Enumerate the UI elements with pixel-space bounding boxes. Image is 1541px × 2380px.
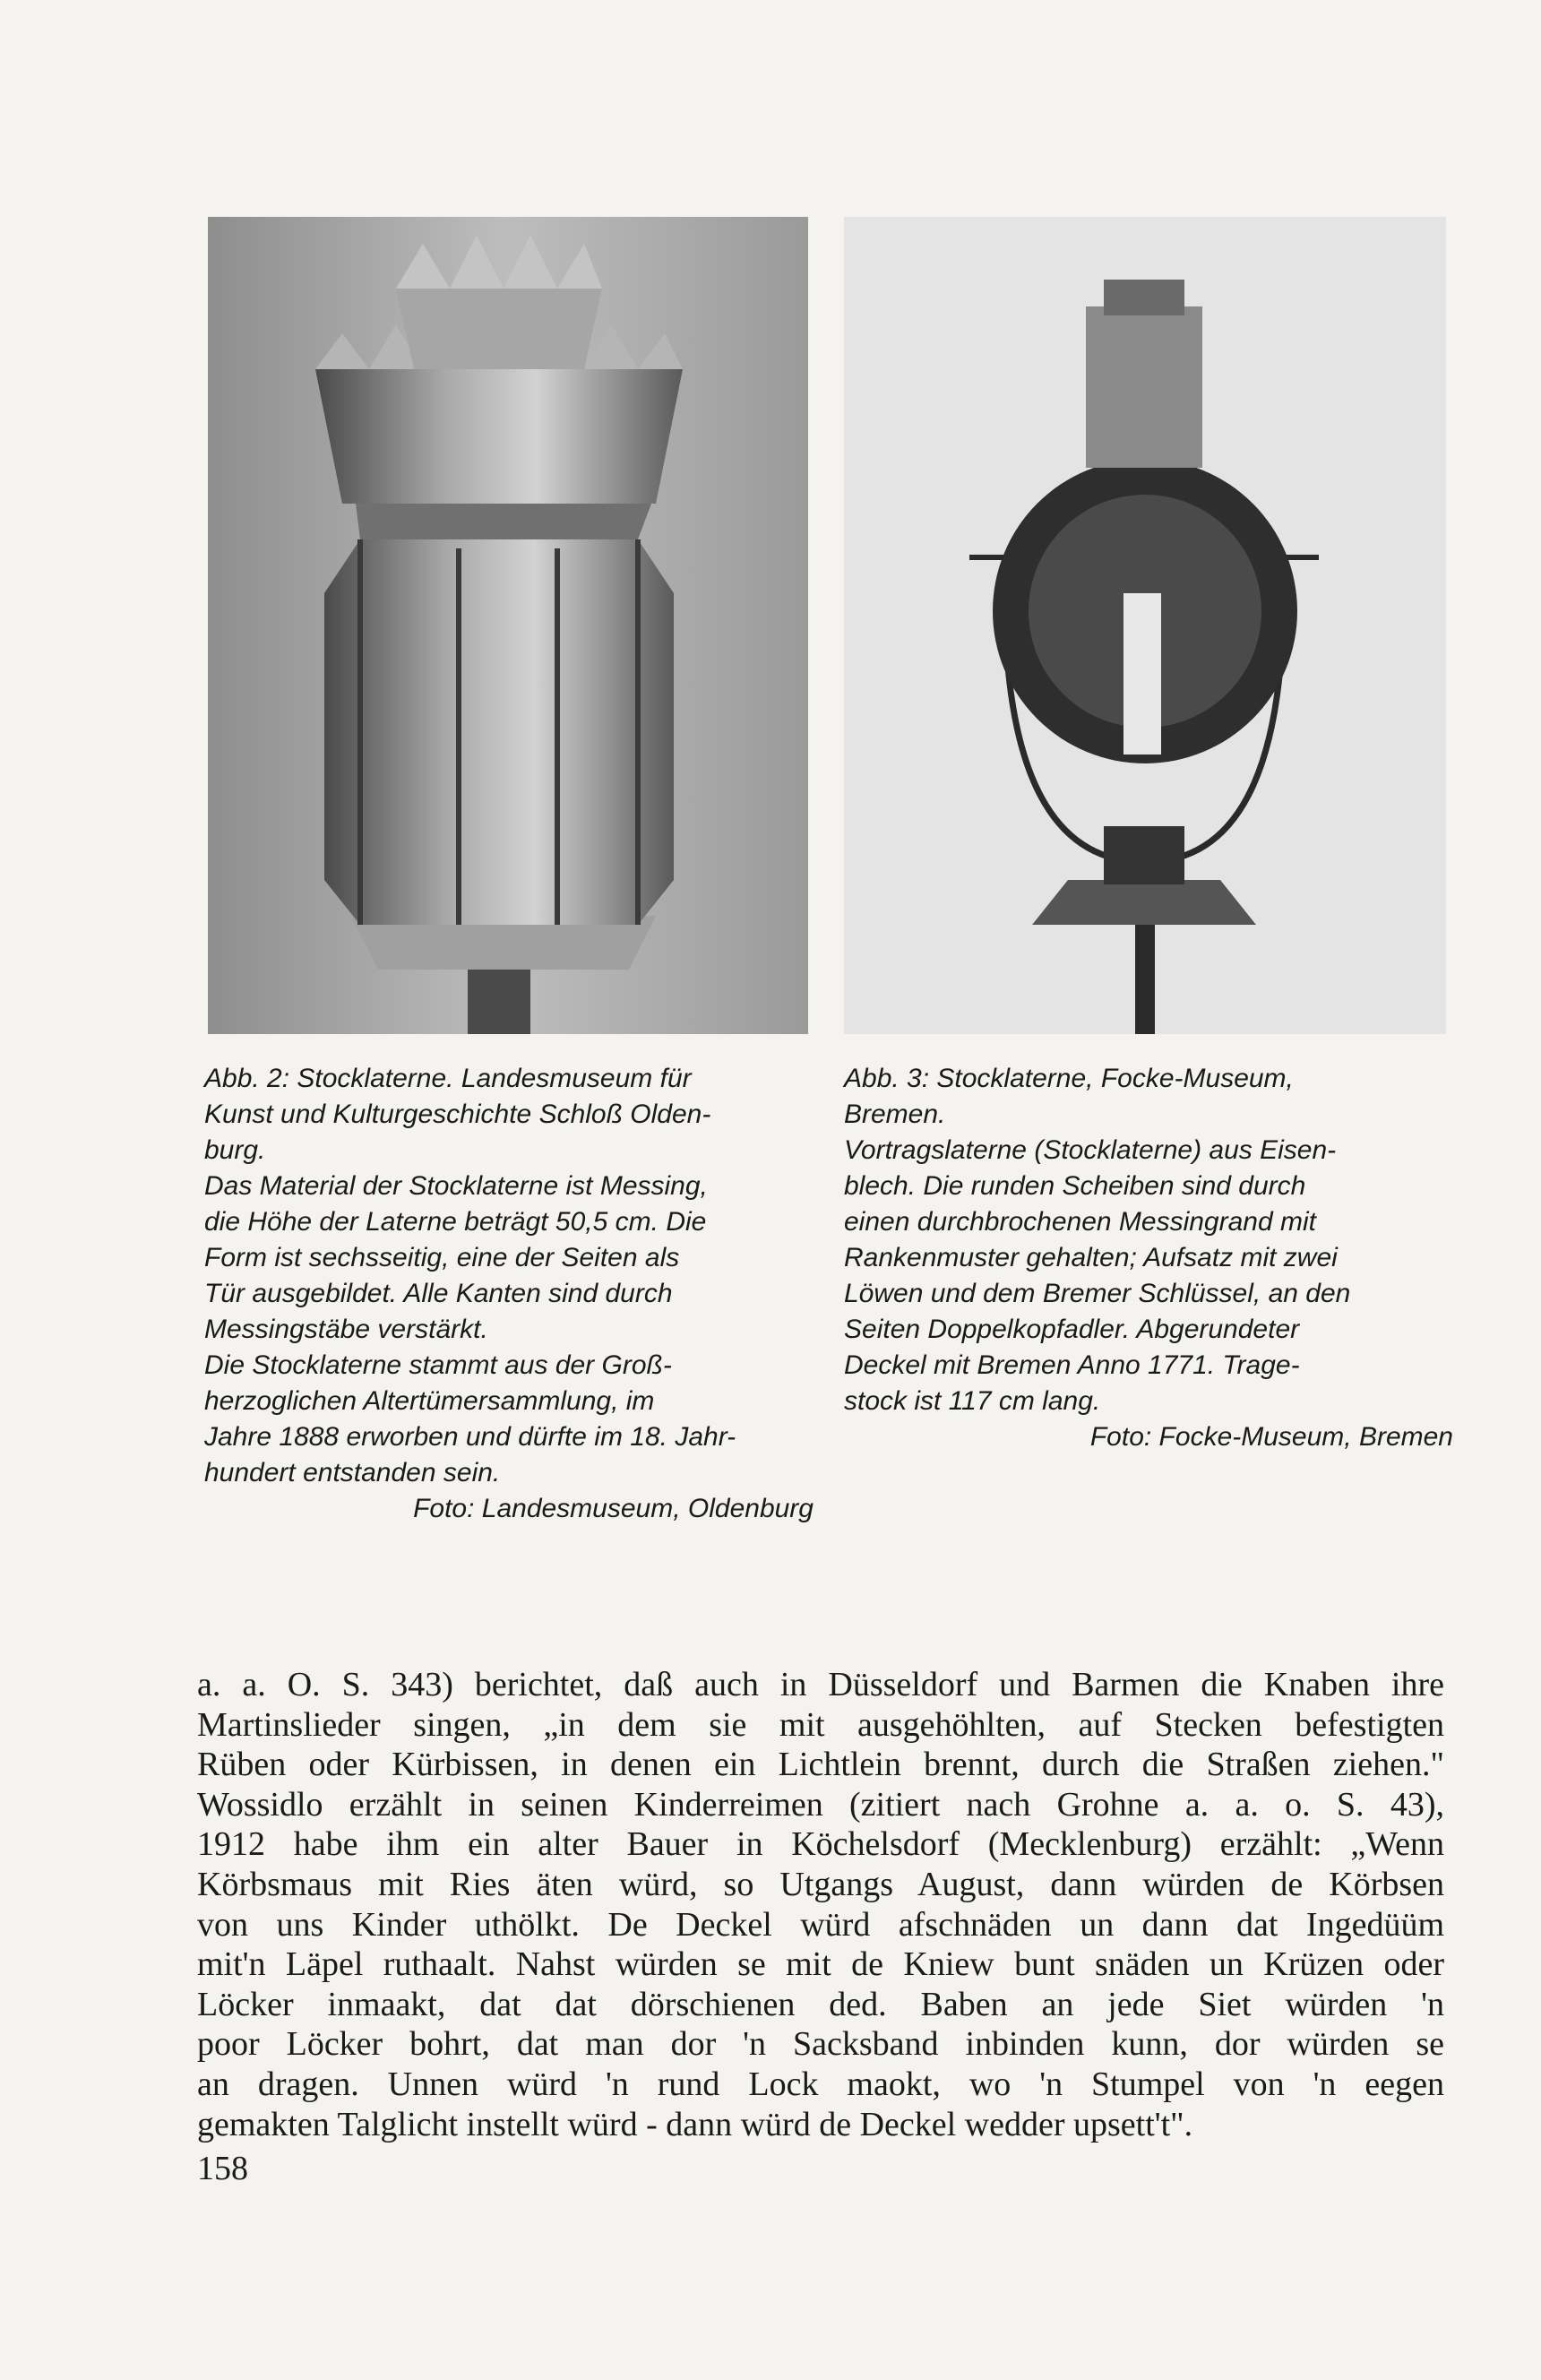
caption-line: Abb. 3: Stocklaterne, Focke-Museum, xyxy=(844,1064,1294,1093)
body-line: Rüben oder Kürbissen, in denen ein Lichtlein brennt, durch die Straßen ziehen." xyxy=(197,1746,1444,1784)
body-line: mit'n Läpel ruthaalt. Nahst würden se mit de Kniew bunt snäden un Krüzen oder xyxy=(197,1945,1444,1984)
body-line: Wossidlo erzählt in seinen Kinderreimen (zitiert nach Grohne a. a. o. S. 43), xyxy=(197,1785,1444,1824)
body-line: Löcker inmaakt, dat dat dörschienen ded. Baben an jede Siet würden 'n xyxy=(197,1985,1444,2023)
caption-line: einen durchbrochenen Messingrand mit xyxy=(844,1207,1316,1237)
caption-line: blech. Die runden Scheiben sind durch xyxy=(844,1171,1306,1201)
caption-line: Messingstäbe verstärkt. xyxy=(204,1315,488,1344)
figure-caption-left xyxy=(204,1061,814,1527)
caption-line: Kunst und Kulturgeschichte Schloß Olden- xyxy=(204,1099,711,1129)
caption-line: Löwen und dem Bremer Schlüssel, an den xyxy=(844,1279,1351,1308)
caption-line: Rankenmuster gehalten; Aufsatz mit zwei xyxy=(844,1243,1338,1272)
body-paragraph xyxy=(197,1665,1444,2144)
caption-line: Deckel mit Bremen Anno 1771. Trage- xyxy=(844,1350,1300,1380)
photo-credit-right: Foto: Focke-Museum, Bremen xyxy=(1089,1422,1453,1452)
body-line: von uns Kinder uthölkt. De Deckel würd afschnäden un dann dat Ingedüüm xyxy=(197,1905,1444,1944)
caption-line: stock ist 117 cm lang. xyxy=(844,1386,1101,1416)
caption-line: Abb. 2: Stocklaterne. Landesmuseum für xyxy=(204,1064,692,1093)
caption-line: Vortragslaterne (Stocklaterne) aus Eisen- xyxy=(844,1135,1337,1165)
body-line: Körbsmaus mit Ries äten würd, so Utgangs August, dann würden de Körbsen xyxy=(197,1865,1444,1903)
caption-line: Form ist sechsseitig, eine der Seiten als xyxy=(204,1243,680,1272)
body-line: 1912 habe ihm ein alter Bauer in Köchelsdorf (Mecklenburg) erzählt: „Wenn xyxy=(197,1825,1444,1864)
caption-line: Tür ausgebildet. Alle Kanten sind durch xyxy=(204,1279,673,1308)
photo-credit-left: Foto: Landesmuseum, Oldenburg xyxy=(413,1494,814,1523)
caption-line: herzoglichen Altertümersammlung, im xyxy=(204,1386,655,1416)
body-line: Martinslieder singen, „in dem sie mit ausgehöhlten, auf Stecken befestigten xyxy=(197,1705,1444,1744)
lantern-photo-left xyxy=(208,217,808,1034)
caption-line: Das Material der Stocklaterne ist Messing, xyxy=(204,1171,708,1201)
caption-line: burg. xyxy=(204,1135,266,1165)
caption-line: hundert entstanden sein. xyxy=(204,1458,501,1488)
caption-line: die Höhe der Laterne beträgt 50,5 cm. Die xyxy=(204,1207,707,1237)
caption-line: Bremen. xyxy=(844,1099,946,1129)
caption-line: Die Stocklaterne stammt aus der Groß- xyxy=(204,1350,672,1380)
lantern-photo-right xyxy=(844,217,1446,1034)
body-line: an dragen. Unnen würd 'n rund Lock maokt, wo 'n Stumpel von 'n eegen xyxy=(197,2065,1444,2103)
figure-caption-right xyxy=(844,1061,1453,1455)
caption-line: Jahre 1888 erworben und dürfte im 18. Jahr- xyxy=(204,1422,736,1452)
page-number: 158 xyxy=(197,2150,248,2187)
body-line: a. a. O. S. 343) berichtet, daß auch in Düsseldorf und Barmen die Knaben ihre xyxy=(197,1666,1444,1703)
caption-line: Seiten Doppelkopfadler. Abgerundeter xyxy=(844,1315,1300,1344)
body-line: gemakten Talglicht instellt würd - dann würd de Deckel wedder upsett't". xyxy=(197,2105,1193,2143)
body-line: poor Löcker bohrt, dat man dor 'n Sacksband inbinden kunn, dor würden se xyxy=(197,2025,1444,2064)
